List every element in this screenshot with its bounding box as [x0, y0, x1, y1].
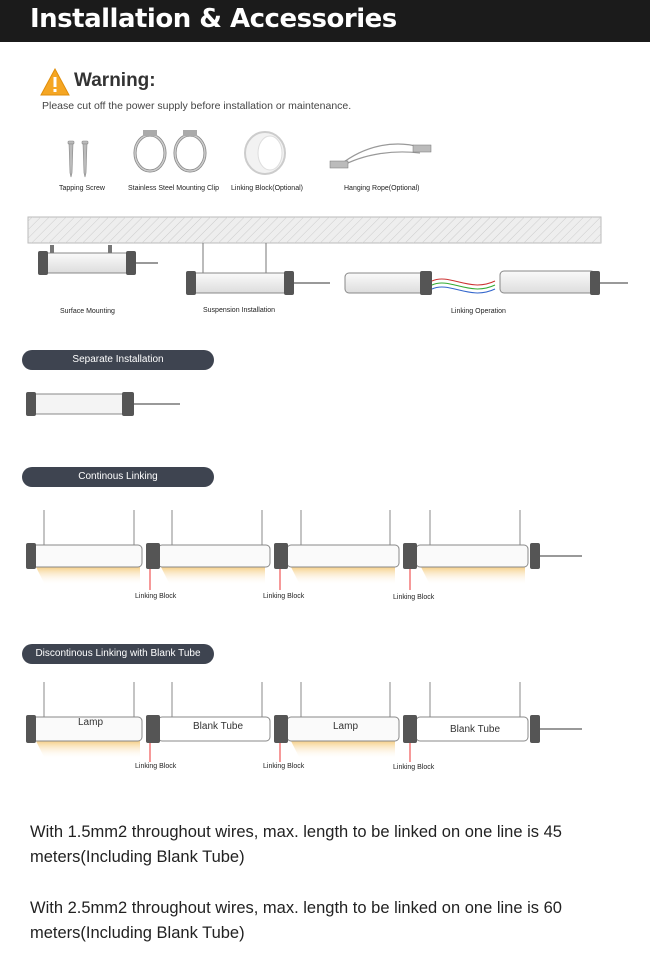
surface-mounting-label: Surface Mounting: [60, 308, 115, 315]
linking-block-label: Linking Block: [263, 593, 305, 600]
linking-block-label: Linking Block: [135, 593, 177, 600]
linking-operation-label: Linking Operation: [451, 308, 506, 315]
lamp-label: Lamp: [78, 717, 104, 728]
page-header: [0, 0, 650, 42]
accessory-label: Tapping Screw: [59, 185, 105, 192]
note-wire-2-5mm: With 2.5mm2 throughout wires, max. length to be linked on one line is 60 meters(Including Blank Tube): [30, 899, 562, 942]
section-continuous-linking: Continous Linking: [22, 467, 214, 487]
linking-block-label: Linking Block: [393, 594, 435, 601]
warning-icon: [40, 68, 70, 96]
accessory-label: Linking Block(Optional): [231, 185, 303, 192]
separate-diagram: [0, 388, 650, 423]
linking-block-label: Linking Block: [135, 763, 177, 770]
rope-icon: [325, 135, 435, 180]
lamp-label: Lamp: [333, 721, 359, 732]
section-separate-installation: Separate Installation: [22, 350, 214, 370]
accessory-label: Hanging Rope(Optional): [344, 185, 420, 192]
warning-text: Please cut off the power supply before installation or maintenance.: [42, 100, 352, 112]
linking-block-label: Linking Block: [263, 763, 305, 770]
linking-block-label: Linking Block: [393, 764, 435, 771]
blank-tube-label: Blank Tube: [193, 721, 244, 732]
continuous-diagram: [0, 510, 650, 590]
mounting-diagram: [0, 215, 650, 310]
section-discontinuous-linking: Discontinous Linking with Blank Tube: [22, 644, 214, 664]
ring-icon: [240, 128, 290, 178]
blank-tube-label: Blank Tube: [450, 724, 501, 735]
screw-icon: [60, 135, 100, 180]
suspension-installation-label: Suspension Installation: [203, 307, 275, 314]
accessory-label: Stainless Steel Mounting Clip: [128, 185, 220, 192]
clip-icon: [128, 125, 218, 180]
page-title: Installation & Accessories: [30, 4, 397, 34]
note-wire-1-5mm: With 1.5mm2 throughout wires, max. length to be linked on one line is 45 meters(Including Blank Tube): [30, 823, 562, 866]
warning-title: Warning:: [74, 70, 156, 91]
